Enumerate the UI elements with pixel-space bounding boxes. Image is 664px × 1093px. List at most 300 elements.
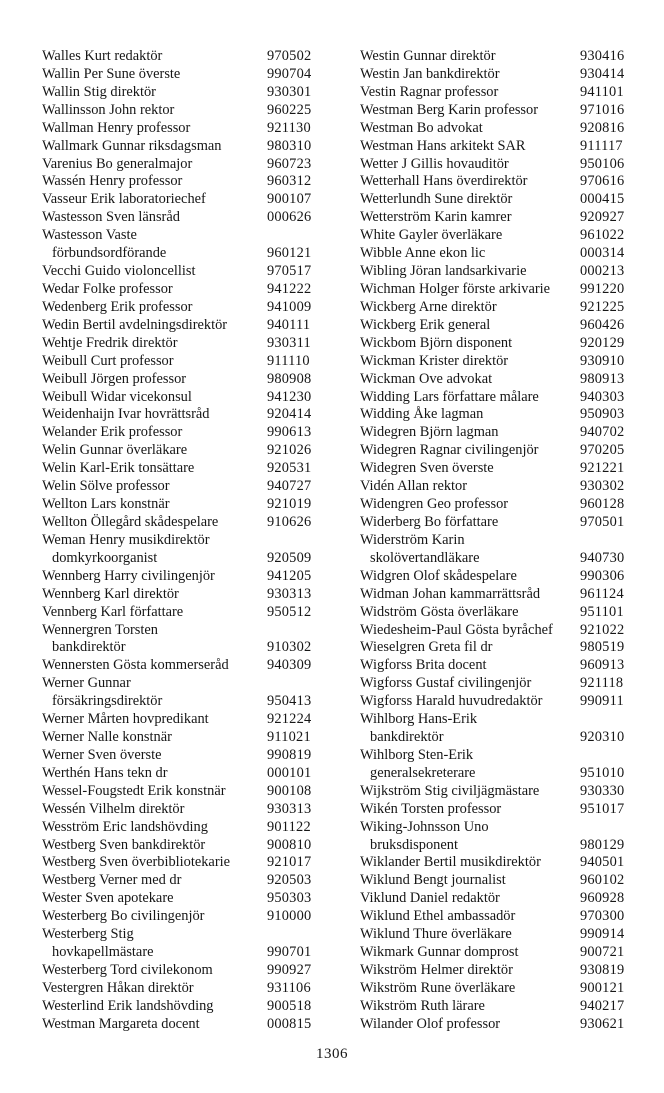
directory-entry xyxy=(352,604,642,622)
entry-name xyxy=(34,783,267,801)
entry-name-line: Wibling Jöran landsarkivarie xyxy=(360,263,527,280)
entry-code: 970300 xyxy=(580,908,625,925)
entry-name-line: Wennberg Karl direktör xyxy=(42,585,179,602)
entry-name-line: Vasseur Erik laboratoriechef xyxy=(42,191,206,208)
entry-name-line: Wessel-Fougstedt Erik konstnär xyxy=(42,782,226,799)
entry-name-line: Vestin Ragnar professor xyxy=(360,83,499,100)
entry-name-line: Werner Mårten hovpredikant xyxy=(42,711,209,728)
entry-name xyxy=(34,837,267,855)
entry-code: 000626 xyxy=(267,209,312,226)
entry-name xyxy=(34,173,267,191)
entry-name xyxy=(352,478,580,496)
directory-entry xyxy=(34,371,337,389)
entry-name xyxy=(352,48,580,66)
entry-name xyxy=(34,227,267,263)
entry-name-line: Wickman Ove advokat xyxy=(360,370,493,387)
entry-code: 961124 xyxy=(580,585,624,602)
entry-name xyxy=(34,568,267,586)
directory-entry xyxy=(34,406,337,424)
entry-name-line: Welander Erik professor xyxy=(42,424,183,441)
directory-entry xyxy=(34,156,337,174)
entry-code: 961022 xyxy=(580,227,625,244)
directory-entry xyxy=(352,514,642,532)
entry-name xyxy=(34,1016,267,1034)
entry-name xyxy=(34,442,267,460)
directory-entry xyxy=(352,568,642,586)
directory-entry xyxy=(34,460,337,478)
entry-name xyxy=(34,120,267,138)
entry-code: 000415 xyxy=(580,191,625,208)
entry-name xyxy=(352,245,580,263)
directory-entry xyxy=(34,962,337,980)
entry-code: 930910 xyxy=(580,352,625,369)
right-column xyxy=(352,48,642,1034)
directory-entry xyxy=(34,191,337,209)
entry-code: 930313 xyxy=(267,800,312,817)
entry-name-line: Wickberg Arne direktör xyxy=(360,298,497,315)
entry-name xyxy=(352,514,580,532)
directory-entry xyxy=(34,872,337,890)
directory-entry xyxy=(352,406,642,424)
directory-entry xyxy=(352,317,642,335)
entry-name-line: Wellton Öllegård skådespelare xyxy=(42,513,219,530)
entry-code: 941205 xyxy=(267,567,312,584)
directory-entry xyxy=(352,1016,642,1034)
entry-name xyxy=(34,514,267,532)
entry-code: 911021 xyxy=(267,729,311,746)
entry-name xyxy=(352,317,580,335)
entry-name-line: Wigforss Brita docent xyxy=(360,657,487,674)
entry-name xyxy=(34,729,267,747)
page-number: 1306 xyxy=(316,1046,348,1062)
directory-entry xyxy=(352,801,642,819)
directory-entry xyxy=(352,442,642,460)
entry-name-line: Widengren Geo professor xyxy=(360,496,509,513)
directory-entry xyxy=(352,854,642,872)
directory-entry xyxy=(352,908,642,926)
entry-name-line: Vecchi Guido violoncellist xyxy=(42,263,196,280)
directory-entry xyxy=(34,1016,337,1034)
entry-name xyxy=(352,335,580,353)
directory-entry xyxy=(34,604,337,622)
entry-code: 930311 xyxy=(267,334,311,351)
entry-code: 950303 xyxy=(267,890,312,907)
directory-entry xyxy=(34,854,337,872)
entry-name xyxy=(34,801,267,819)
entry-name xyxy=(34,711,267,729)
entry-code: 920310 xyxy=(580,729,625,746)
directory-entry xyxy=(352,84,642,102)
entry-name xyxy=(352,173,580,191)
entry-name-continuation: bruksdisponent xyxy=(370,836,458,853)
entry-name-line: White Gayler överläkare xyxy=(360,227,503,244)
entry-name-line: Weibull Jörgen professor xyxy=(42,370,187,387)
entry-name-line: Wickberg Erik general xyxy=(360,316,491,333)
entry-name xyxy=(34,353,267,371)
entry-name-line: Werner Sven överste xyxy=(42,746,162,763)
entry-code: 940303 xyxy=(580,388,625,405)
entry-code: 990927 xyxy=(267,962,312,979)
entry-name xyxy=(34,532,267,568)
directory-entry xyxy=(34,980,337,998)
directory-entry xyxy=(34,514,337,532)
entry-name xyxy=(352,890,580,908)
directory-entry xyxy=(34,711,337,729)
directory-entry xyxy=(34,819,337,837)
entry-name xyxy=(34,102,267,120)
entry-code: 921026 xyxy=(267,442,312,459)
entry-name-line: Westerberg Stig xyxy=(42,926,134,943)
entry-name-line: Wetterhall Hans överdirektör xyxy=(360,173,528,190)
entry-name-line: Wedin Bertil avdelningsdirektör xyxy=(42,316,228,333)
directory-entry xyxy=(34,765,337,783)
directory-entry xyxy=(352,890,642,908)
directory-entry xyxy=(352,120,642,138)
entry-name-line: Wikström Ruth lärare xyxy=(360,997,485,1014)
entry-name xyxy=(352,854,580,872)
entry-code: 960312 xyxy=(267,173,312,190)
directory-entry xyxy=(34,998,337,1016)
entry-code: 960121 xyxy=(267,245,312,262)
directory-entry xyxy=(352,156,642,174)
entry-code: 900721 xyxy=(580,944,625,961)
entry-code: 930819 xyxy=(580,962,625,979)
entry-name xyxy=(34,138,267,156)
entry-name-line: Wehtje Fredrik direktör xyxy=(42,334,178,351)
entry-code: 980908 xyxy=(267,370,312,387)
entry-code: 990819 xyxy=(267,746,312,763)
entry-code: 990914 xyxy=(580,926,625,943)
entry-name xyxy=(352,371,580,389)
entry-code: 900107 xyxy=(267,191,312,208)
directory-entry xyxy=(34,747,337,765)
entry-name xyxy=(34,675,267,711)
entry-name xyxy=(352,138,580,156)
entry-name-line: Wallmark Gunnar riksdagsman xyxy=(42,137,222,154)
directory-entry xyxy=(34,926,337,962)
entry-code: 910626 xyxy=(267,513,312,530)
directory-entry xyxy=(34,335,337,353)
entry-name-line: Wiking-Johnsson Uno xyxy=(360,818,489,835)
entry-name-line: Wikén Torsten professor xyxy=(360,800,502,817)
directory-entry xyxy=(352,191,642,209)
entry-name xyxy=(352,120,580,138)
directory-entry xyxy=(352,299,642,317)
entry-name xyxy=(34,926,267,962)
directory-entry xyxy=(352,263,642,281)
entry-code: 970616 xyxy=(580,173,625,190)
entry-name-line: Widegren Sven överste xyxy=(360,460,494,477)
directory-entry xyxy=(352,944,642,962)
entry-name xyxy=(352,962,580,980)
entry-name-line: Wiklund Bengt journalist xyxy=(360,872,506,889)
entry-name-line: Wallinsson John rektor xyxy=(42,101,175,118)
entry-name-line: Wikström Helmer direktör xyxy=(360,962,513,979)
entry-code: 920531 xyxy=(267,460,312,477)
directory-entry xyxy=(352,639,642,657)
entry-code: 991220 xyxy=(580,280,625,297)
entry-code: 940501 xyxy=(580,854,625,871)
entry-code: 930416 xyxy=(580,48,625,64)
directory-entry xyxy=(34,173,337,191)
entry-name xyxy=(34,622,267,658)
entry-name xyxy=(34,48,267,66)
entry-name xyxy=(34,299,267,317)
directory-entry xyxy=(34,657,337,675)
entry-code: 960913 xyxy=(580,657,625,674)
entry-code: 960225 xyxy=(267,101,312,118)
entry-code: 990704 xyxy=(267,65,312,82)
entry-name xyxy=(352,209,580,227)
entry-name-line: Widgren Olof skådespelare xyxy=(360,567,517,584)
entry-name-line: Wiedesheim-Paul Gösta byråchef xyxy=(360,621,553,638)
entry-name xyxy=(352,353,580,371)
directory-entry xyxy=(34,138,337,156)
directory-entry xyxy=(34,424,337,442)
entry-name-line: Wikmark Gunnar domprost xyxy=(360,944,519,961)
entry-code: 000101 xyxy=(267,764,312,781)
entry-name xyxy=(34,156,267,174)
entry-name-continuation: domkyrkoorganist xyxy=(52,549,158,566)
entry-name-continuation: skolövertandläkare xyxy=(370,549,480,566)
entry-code: 960928 xyxy=(580,890,625,907)
entry-name-line: Westerberg Bo civilingenjör xyxy=(42,908,205,925)
entry-name xyxy=(352,227,580,245)
entry-name-line: Wessén Vilhelm direktör xyxy=(42,800,185,817)
entry-name-continuation: bankdirektör xyxy=(52,639,126,656)
entry-code: 000815 xyxy=(267,1015,312,1032)
entry-name xyxy=(34,962,267,980)
entry-code: 951101 xyxy=(580,603,624,620)
entry-name xyxy=(352,424,580,442)
entry-name-line: Wallman Henry professor xyxy=(42,119,191,136)
entry-name-line: Westerlind Erik landshövding xyxy=(42,997,214,1014)
entry-code: 970502 xyxy=(267,48,312,64)
entry-name xyxy=(34,747,267,765)
directory-entry xyxy=(352,657,642,675)
directory-entry xyxy=(352,48,642,66)
entry-code: 920509 xyxy=(267,549,312,566)
entry-code: 000314 xyxy=(580,245,625,262)
entry-name xyxy=(34,191,267,209)
directory-entry xyxy=(34,890,337,908)
directory-entry xyxy=(352,389,642,407)
entry-code: 980913 xyxy=(580,370,625,387)
entry-name xyxy=(352,156,580,174)
entry-name xyxy=(352,442,580,460)
entry-code: 920927 xyxy=(580,209,625,226)
directory-entry xyxy=(352,245,642,263)
entry-name-line: Wilander Olof professor xyxy=(360,1015,501,1032)
directory-entry xyxy=(352,496,642,514)
directory-entry xyxy=(352,711,642,747)
entry-name-line: Weman Henry musikdirektör xyxy=(42,531,210,548)
directory-entry xyxy=(352,998,642,1016)
directory-entry xyxy=(34,496,337,514)
directory-entry xyxy=(34,783,337,801)
entry-name-line: Westberg Verner med dr xyxy=(42,872,182,889)
entry-name-line: Widegren Björn lagman xyxy=(360,424,499,441)
directory-entry xyxy=(352,478,642,496)
entry-name xyxy=(34,263,267,281)
entry-name-line: Westberg Sven överbibliotekarie xyxy=(42,854,230,871)
entry-code: 941222 xyxy=(267,280,312,297)
entry-code: 921017 xyxy=(267,854,312,871)
entry-name-continuation: bankdirektör xyxy=(370,729,444,746)
entry-name-continuation: hovkapellmästare xyxy=(52,944,154,961)
entry-name-line: Widerberg Bo författare xyxy=(360,513,499,530)
entry-code: 920503 xyxy=(267,872,312,889)
entry-name xyxy=(352,604,580,622)
directory-entry xyxy=(352,819,642,855)
entry-name xyxy=(352,622,580,640)
entry-code: 951010 xyxy=(580,764,625,781)
directory-entry xyxy=(352,586,642,604)
entry-code: 940730 xyxy=(580,549,625,566)
entry-name-line: Westman Hans arkitekt SAR xyxy=(360,137,526,154)
entry-name-line: Wikström Rune överläkare xyxy=(360,979,516,996)
entry-name-line: Welin Karl-Erik tonsättare xyxy=(42,460,195,477)
entry-name xyxy=(352,908,580,926)
entry-code: 900810 xyxy=(267,836,312,853)
entry-name xyxy=(34,478,267,496)
entry-name-line: Wennersten Gösta kommerseråd xyxy=(42,657,229,674)
entry-name-line: Wickman Krister direktör xyxy=(360,352,509,369)
entry-name-line: Wennberg Harry civilingenjör xyxy=(42,567,215,584)
directory-entry xyxy=(352,693,642,711)
entry-code: 930301 xyxy=(267,83,312,100)
entry-code: 930313 xyxy=(267,585,312,602)
entry-name-line: Wihlborg Hans-Erik xyxy=(360,711,478,728)
entry-code: 941230 xyxy=(267,388,312,405)
directory-entry xyxy=(34,353,337,371)
entry-name-line: Viklund Daniel redaktör xyxy=(360,890,500,907)
entry-name-line: Widding Lars författare målare xyxy=(360,388,539,405)
entry-code: 940727 xyxy=(267,478,312,495)
entry-name-line: Wennergren Torsten xyxy=(42,621,158,638)
entry-name-line: Wesström Eric landshövding xyxy=(42,818,208,835)
directory-entry xyxy=(34,442,337,460)
entry-name xyxy=(34,765,267,783)
directory-entry xyxy=(34,281,337,299)
entry-name-line: Wester Sven apotekare xyxy=(42,890,174,907)
entry-name-line: Widerström Karin xyxy=(360,531,465,548)
entry-name xyxy=(34,460,267,478)
entry-name xyxy=(352,532,580,568)
entry-name xyxy=(352,783,580,801)
directory-entry xyxy=(352,227,642,245)
entry-name-line: Wieselgren Greta fil dr xyxy=(360,639,493,656)
entry-code: 960723 xyxy=(267,155,312,172)
entry-code: 990306 xyxy=(580,567,625,584)
entry-name xyxy=(352,801,580,819)
entry-name-line: Wallin Stig direktör xyxy=(42,83,156,100)
entry-name xyxy=(34,84,267,102)
entry-name xyxy=(34,496,267,514)
entry-name xyxy=(352,1016,580,1034)
entry-code: 921130 xyxy=(267,119,311,136)
entry-name xyxy=(352,639,580,657)
entry-name-line: Widman Johan kammarrättsråd xyxy=(360,585,541,602)
entry-code: 950512 xyxy=(267,603,312,620)
entry-name-line: Weibull Widar vicekonsul xyxy=(42,388,192,405)
entry-name-line: Westerberg Tord civilekonom xyxy=(42,962,213,979)
entry-code: 920816 xyxy=(580,119,625,136)
entry-name-line: Wedar Folke professor xyxy=(42,280,173,297)
entry-name-line: Walles Kurt redaktör xyxy=(42,48,163,64)
entry-name-line: Wellton Lars konstnär xyxy=(42,496,170,513)
directory-entry xyxy=(34,317,337,335)
directory-entry xyxy=(352,353,642,371)
directory-entry xyxy=(34,102,337,120)
entry-code: 931106 xyxy=(267,979,311,996)
directory-entry xyxy=(34,586,337,604)
entry-code: 921221 xyxy=(580,460,625,477)
entry-name xyxy=(34,335,267,353)
entry-name xyxy=(352,980,580,998)
entry-name-line: Werthén Hans tekn dr xyxy=(42,764,168,781)
directory-entry xyxy=(352,424,642,442)
entry-code: 900121 xyxy=(580,979,625,996)
entry-name-line: Wiklander Bertil musikdirektör xyxy=(360,854,541,871)
entry-name-continuation: försäkringsdirektör xyxy=(52,693,163,710)
directory-entry xyxy=(352,872,642,890)
entry-name-line: Westin Gunnar direktör xyxy=(360,48,496,64)
directory-entry xyxy=(352,281,642,299)
directory-entry xyxy=(352,783,642,801)
directory-entry xyxy=(352,173,642,191)
entry-name xyxy=(352,819,580,855)
left-column xyxy=(34,48,337,1034)
entry-code: 950413 xyxy=(267,693,312,710)
entry-name-line: Widström Gösta överläkare xyxy=(360,603,519,620)
entry-name xyxy=(352,944,580,962)
entry-name xyxy=(34,406,267,424)
entry-name xyxy=(352,263,580,281)
entry-name xyxy=(34,281,267,299)
entry-code: 990613 xyxy=(267,424,312,441)
entry-code: 990701 xyxy=(267,944,312,961)
entry-code: 930414 xyxy=(580,65,625,82)
entry-name xyxy=(352,586,580,604)
entry-name-line: Wijkström Stig civiljägmästare xyxy=(360,782,540,799)
directory-entry xyxy=(352,962,642,980)
entry-name xyxy=(352,693,580,711)
entry-name xyxy=(352,102,580,120)
entry-name-line: Wetterlundh Sune direktör xyxy=(360,191,513,208)
entry-name xyxy=(352,191,580,209)
directory-entry xyxy=(352,138,642,156)
entry-code: 970517 xyxy=(267,263,312,280)
entry-name-line: Wetter J Gillis hovauditör xyxy=(360,155,509,172)
entry-name-line: Westman Bo advokat xyxy=(360,119,483,136)
entry-code: 930302 xyxy=(580,478,625,495)
entry-name xyxy=(352,84,580,102)
directory-entry xyxy=(34,84,337,102)
directory-entry xyxy=(352,532,642,568)
entry-name xyxy=(352,675,580,693)
directory-entry xyxy=(34,729,337,747)
entry-name-line: Westin Jan bankdirektör xyxy=(360,65,500,82)
entry-code: 910000 xyxy=(267,908,312,925)
entry-name-line: Westberg Sven bankdirektör xyxy=(42,836,206,853)
entry-name-line: Welin Sölve professor xyxy=(42,478,170,495)
entry-code: 921022 xyxy=(580,621,625,638)
entry-code: 990911 xyxy=(580,693,624,710)
entry-name xyxy=(352,568,580,586)
entry-code: 970205 xyxy=(580,442,625,459)
entry-code: 911117 xyxy=(580,137,623,154)
